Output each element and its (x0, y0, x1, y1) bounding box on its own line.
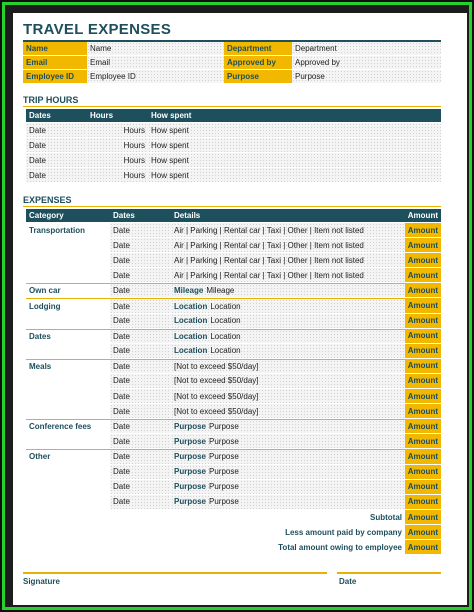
expense-date-cell[interactable]: Date (110, 465, 171, 480)
trip-how-cell[interactable]: How spent (148, 153, 441, 168)
expense-details-cell[interactable] (171, 344, 405, 359)
expense-date-cell[interactable]: Date (110, 404, 171, 419)
expense-date-cell[interactable]: Date (110, 434, 171, 449)
details-keyword: Purpose (174, 422, 207, 432)
page-title: TRAVEL EXPENSES (23, 21, 172, 38)
expense-amount-cell[interactable]: Amount (405, 449, 441, 464)
details-keyword: Purpose (174, 436, 207, 446)
category-cell: Dates (26, 329, 110, 344)
column-header: Hours (87, 109, 148, 123)
expense-date-cell[interactable]: Date (110, 268, 171, 283)
expense-amount-cell[interactable]: Amount (405, 268, 441, 283)
expense-amount-cell[interactable]: Amount (405, 223, 441, 238)
total-amount-cell[interactable]: Amount (405, 540, 441, 555)
expense-sheet (13, 13, 467, 605)
expense-details-cell[interactable] (171, 404, 405, 419)
expense-amount-cell[interactable]: Amount (405, 253, 441, 268)
expense-amount-cell[interactable]: Amount (405, 465, 441, 480)
details-text: [Not to exceed $50/day] (174, 391, 259, 401)
expense-details-cell[interactable] (171, 419, 405, 434)
expense-amount-cell[interactable]: Amount (405, 389, 441, 404)
approved-by-field[interactable]: Approved by (292, 56, 441, 70)
expense-details-cell[interactable] (171, 253, 405, 268)
column-header: Details (171, 209, 405, 223)
details-text: Purpose (209, 422, 239, 432)
details-text: Mileage (206, 286, 235, 296)
category-cell: Other (26, 449, 110, 464)
expense-date-cell[interactable]: Date (110, 329, 171, 344)
category-cell (26, 434, 110, 449)
details-text: Air | Parking | Rental car | Taxi | Other | Item not listed (174, 255, 364, 265)
category-cell (26, 389, 110, 404)
expense-amount-cell[interactable]: Amount (405, 314, 441, 329)
category-cell (26, 253, 110, 268)
expense-details-cell[interactable] (171, 449, 405, 464)
total-amount-cell[interactable]: Amount (405, 510, 441, 525)
details-text: Purpose (209, 436, 239, 446)
expense-amount-cell[interactable]: Amount (405, 480, 441, 495)
category-cell (26, 314, 110, 329)
name-field[interactable]: Name (87, 42, 224, 56)
expense-date-cell[interactable]: Date (110, 344, 171, 359)
category-cell (26, 404, 110, 419)
details-keyword: Purpose (174, 467, 207, 477)
expenses-table (26, 209, 441, 510)
email-field[interactable]: Email (87, 56, 224, 70)
info-label: Email (23, 56, 87, 70)
signature-label: Signature (23, 577, 60, 586)
info-label: Approved by (224, 56, 292, 70)
column-header: Category (26, 209, 110, 223)
date-line (337, 572, 441, 574)
trip-hours-cell[interactable]: Hours (87, 168, 148, 183)
department-field[interactable]: Department (292, 42, 441, 56)
expense-details-cell[interactable] (171, 495, 405, 510)
details-text: Location (210, 331, 241, 341)
category-cell: Meals (26, 359, 110, 374)
expense-amount-cell[interactable]: Amount (405, 329, 441, 344)
details-text: [Not to exceed $50/day] (174, 361, 259, 371)
total-label: Subtotal (171, 510, 405, 525)
details-text: Location (210, 301, 241, 311)
details-text: Purpose (209, 497, 239, 507)
details-text: Purpose (209, 452, 239, 462)
column-header: Dates (26, 109, 87, 123)
details-keyword: Location (174, 331, 208, 341)
expense-date-cell[interactable]: Date (110, 374, 171, 389)
category-cell (26, 238, 110, 253)
details-keyword: Purpose (174, 452, 207, 462)
trip-date-cell[interactable]: Date (26, 153, 87, 168)
expense-amount-cell[interactable]: Amount (405, 374, 441, 389)
details-text: Purpose (209, 482, 239, 492)
details-text: Air | Parking | Rental car | Taxi | Other | Item not listed (174, 270, 364, 280)
category-cell: Lodging (26, 298, 110, 313)
signature-date-label: Date (339, 577, 357, 586)
trip-date-cell[interactable]: Date (26, 168, 87, 183)
expense-amount-cell[interactable]: Amount (405, 283, 441, 298)
expense-amount-cell[interactable]: Amount (405, 238, 441, 253)
trip-hours-cell[interactable]: Hours (87, 153, 148, 168)
expense-details-cell[interactable] (171, 480, 405, 495)
expense-amount-cell[interactable]: Amount (405, 404, 441, 419)
category-cell (26, 344, 110, 359)
trip-date-cell[interactable]: Date (26, 138, 87, 153)
expense-details-cell[interactable] (171, 283, 405, 298)
expense-details-cell[interactable] (171, 434, 405, 449)
info-label: Department (224, 42, 292, 56)
trip-hours-table (26, 109, 441, 183)
category-cell (26, 495, 110, 510)
total-label: Total amount owing to employee (171, 540, 405, 555)
expense-details-cell[interactable] (171, 389, 405, 404)
totals-table (171, 510, 441, 555)
details-keyword: Location (174, 301, 208, 311)
trip-hours-heading: TRIP HOURS (23, 95, 79, 105)
expense-details-cell[interactable] (171, 223, 405, 238)
info-table (23, 42, 441, 84)
category-cell (26, 374, 110, 389)
expense-details-cell[interactable] (171, 238, 405, 253)
info-label: Purpose (224, 70, 292, 84)
trip-hours-cell[interactable]: Hours (87, 138, 148, 153)
expense-amount-cell[interactable]: Amount (405, 419, 441, 434)
purpose-field[interactable]: Purpose (292, 70, 441, 84)
expense-amount-cell[interactable]: Amount (405, 434, 441, 449)
details-text: Air | Parking | Rental car | Taxi | Other | Item not listed (174, 225, 364, 235)
details-keyword: Purpose (174, 497, 207, 507)
details-keyword: Location (174, 346, 208, 356)
details-text: [Not to exceed $50/day] (174, 376, 259, 386)
expense-details-cell[interactable] (171, 465, 405, 480)
category-cell: Own car (26, 283, 110, 298)
window-frame (2, 2, 472, 610)
expense-date-cell[interactable]: Date (110, 238, 171, 253)
expense-details-cell[interactable] (171, 268, 405, 283)
expense-date-cell[interactable]: Date (110, 314, 171, 329)
details-keyword: Purpose (174, 482, 207, 492)
details-text: Air | Parking | Rental car | Taxi | Other | Item not listed (174, 240, 364, 250)
column-header: Dates (110, 209, 171, 223)
expenses-heading: EXPENSES (23, 195, 72, 205)
details-text: Location (210, 346, 241, 356)
total-amount-cell[interactable]: Amount (405, 525, 441, 540)
details-text: Purpose (209, 467, 239, 477)
expense-details-cell[interactable] (171, 314, 405, 329)
trip-how-cell[interactable]: How spent (148, 138, 441, 153)
info-label: Name (23, 42, 87, 56)
column-header: Amount (405, 209, 441, 223)
trip-how-cell[interactable]: How spent (148, 168, 441, 183)
expense-date-cell[interactable]: Date (110, 389, 171, 404)
signature-line (23, 572, 327, 574)
expense-amount-cell[interactable]: Amount (405, 344, 441, 359)
expense-date-cell[interactable]: Date (110, 480, 171, 495)
expense-details-cell[interactable] (171, 359, 405, 374)
expense-amount-cell[interactable]: Amount (405, 359, 441, 374)
expense-details-cell[interactable] (171, 329, 405, 344)
details-keyword: Location (174, 316, 208, 326)
expense-date-cell[interactable]: Date (110, 298, 171, 313)
expense-amount-cell[interactable]: Amount (405, 495, 441, 510)
details-text: [Not to exceed $50/day] (174, 406, 259, 416)
category-cell (26, 480, 110, 495)
expense-date-cell[interactable]: Date (110, 283, 171, 298)
total-label: Less amount paid by company (171, 525, 405, 540)
expenses-rule (23, 206, 441, 207)
expense-amount-cell[interactable]: Amount (405, 298, 441, 313)
expense-date-cell[interactable]: Date (110, 419, 171, 434)
category-cell: Transportation (26, 223, 110, 238)
expense-details-cell[interactable] (171, 374, 405, 389)
expense-date-cell[interactable]: Date (110, 359, 171, 374)
info-label: Employee ID (23, 70, 87, 84)
trip-hours-rule (23, 106, 441, 107)
expense-details-cell[interactable] (171, 298, 405, 313)
expense-date-cell[interactable]: Date (110, 253, 171, 268)
details-text: Location (210, 316, 241, 326)
category-cell (26, 465, 110, 480)
trip-date-cell[interactable]: Date (26, 123, 87, 138)
trip-hours-cell[interactable]: Hours (87, 123, 148, 138)
category-cell: Conference fees (26, 419, 110, 434)
details-keyword: Mileage (174, 286, 204, 296)
column-header: How spent (148, 109, 441, 123)
expense-date-cell[interactable]: Date (110, 449, 171, 464)
trip-how-cell[interactable]: How spent (148, 123, 441, 138)
expense-date-cell[interactable]: Date (110, 495, 171, 510)
category-cell (26, 268, 110, 283)
employee-id-field[interactable]: Employee ID (87, 70, 224, 84)
expense-date-cell[interactable]: Date (110, 223, 171, 238)
